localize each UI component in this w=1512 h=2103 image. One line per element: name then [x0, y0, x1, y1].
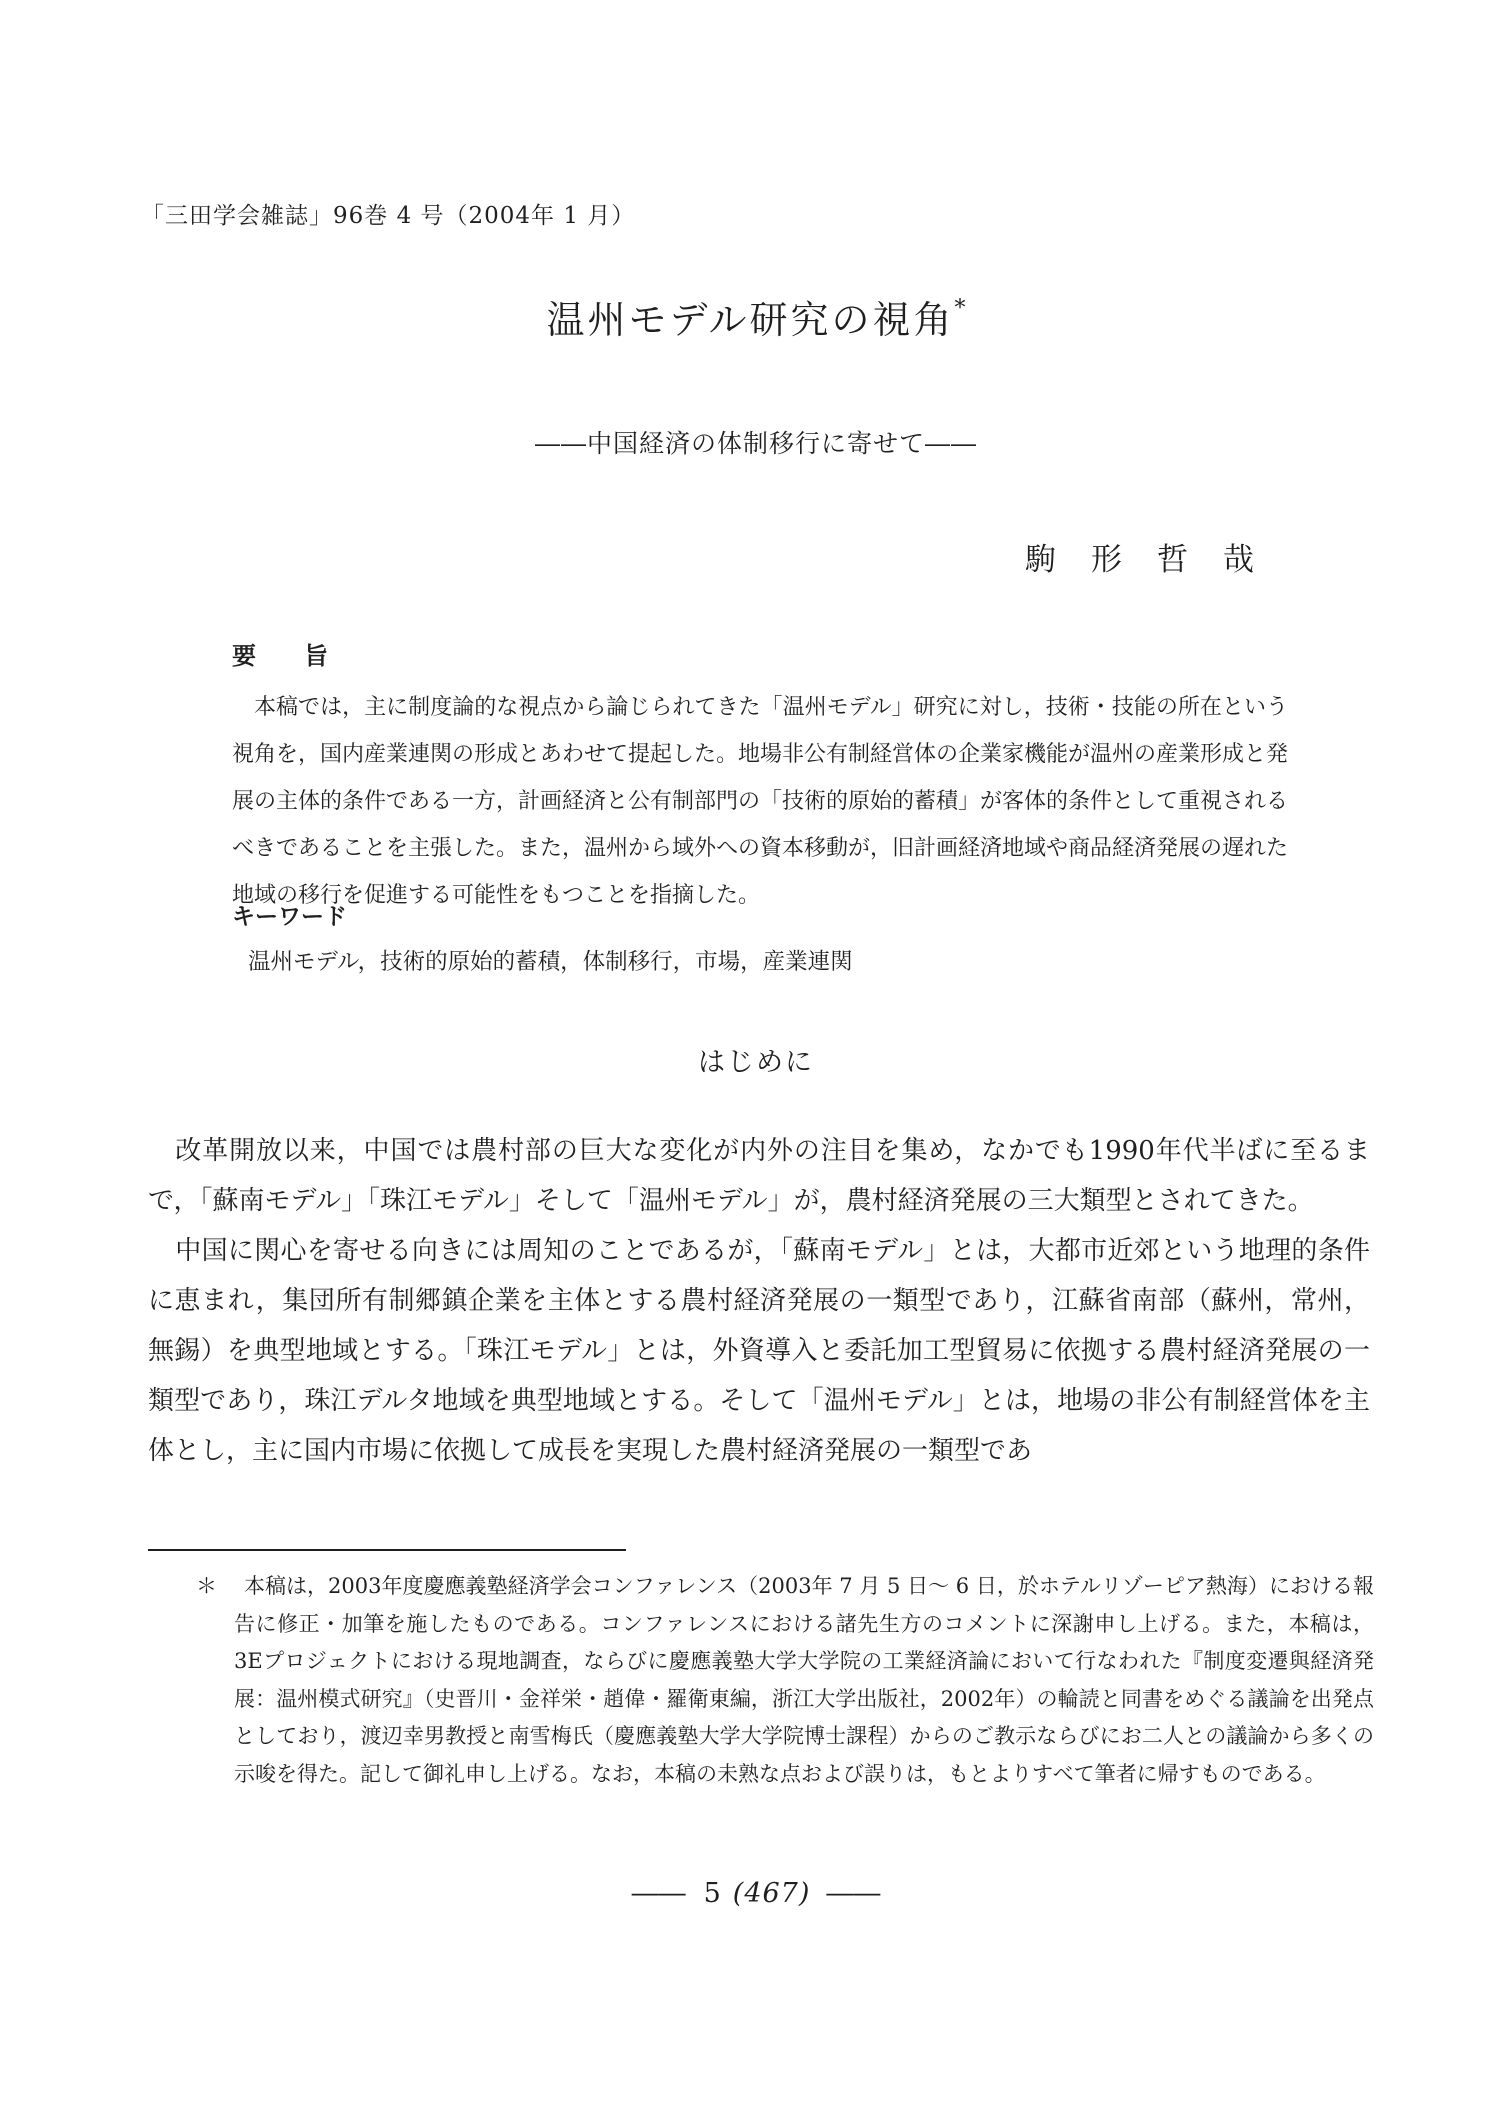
footnote-separator-rule	[148, 1549, 626, 1551]
abstract-heading: 要 旨	[232, 642, 328, 670]
title-footnote-mark: *	[954, 296, 966, 321]
footer-page-number: 5	[703, 1878, 721, 1909]
footer-dash-right: ――	[826, 1878, 881, 1909]
footnote-marker: ＊	[196, 1574, 217, 1598]
keywords-list: 温州モデル，技術的原始的蓄積，体制移行，市場，産業連関	[248, 949, 853, 975]
footer-cumulative-page-number: (467)	[732, 1878, 811, 1909]
footnote-text: 本稿は，2003年度慶應義塾経済学会コンファレンス（2003年 7 月 5 日～ 6 日，於ホテルリゾーピア熱海）における報告に修正・加筆を施したものである。コンファレンスにおける諸先生方のコメントに深謝申し上げる。また，本稿は，3Eプロジェクトにおける現地調査，ならびに慶應義塾大学大学院の工業経済論において行なわれた『制度変遷與経済発展：温州模式研究』（史晋川・金祥栄・趙偉・羅衛東編，浙江大学出版社，2002年）の輪読と同書をめぐる議論を出発点としており，渡辺幸男教授と南雪梅氏（慶應義塾大学大学院博士課程）からのご教示ならびにお二人との議論から多くの示唆を得た。記して御礼申し上げる。なお，本稿の未熟な点および誤りは，もとよりすべて筆者に帰すものである。	[234, 1574, 1374, 1786]
body-paragraph-1: 改革開放以来，中国では農村部の巨大な変化が内外の注目を集め，なかでも1990年代半ばに至るまで，「蘇南モデル」「珠江モデル」そして「温州モデル」が，農村経済発展の三大類型とされてきた。	[148, 1136, 1370, 1216]
page-footer	[0, 1878, 1512, 1909]
keywords-section	[232, 898, 1288, 976]
paper-title	[0, 289, 1512, 344]
author-name: 駒 形 哲 哉	[1025, 542, 1256, 578]
journal-issue-line: 「三田学会雑誌」96巻 4 号（2004年 1 月）	[141, 203, 636, 229]
footnote	[196, 1568, 1374, 1793]
body-text-block	[148, 1126, 1370, 1476]
section-heading-introduction: はじめに	[698, 1047, 814, 1078]
paper-title-text: 温州モデル研究の視角	[546, 298, 955, 342]
body-paragraph-2: 中国に関心を寄せる向きには周知のことであるが，「蘇南モデル」とは，大都市近郊という地理的条件に恵まれ，集団所有制郷鎮企業を主体とする農村経済発展の一類型であり，江蘇省南部（蘇州，常州，無錫）を典型地域とする。「珠江モデル」とは，外資導入と委託加工型貿易に依拠する農村経済発展の一類型であり，珠江デルタ地域を典型地域とする。そして「温州モデル」とは，地場の非公有制経営体を主体とし，主に国内市場に依拠して成長を実現した農村経済発展の一類型であ	[148, 1236, 1370, 1466]
footer-dash-left: ――	[631, 1878, 686, 1909]
abstract-section	[232, 636, 1288, 919]
paper-subtitle: ――中国経済の体制移行に寄せて――	[534, 429, 977, 458]
abstract-text: 本稿では，主に制度論的な視点から論じられてきた「温州モデル」研究に対し，技術・技能の所在という視角を，国内産業連関の形成とあわせて提起した。地場非公有制経営体の企業家機能が温州の産業形成と発展の主体的条件である一方，計画経済と公有制部門の「技術的原始的蓄積」が客体的条件として重視されるべきであることを主張した。また，温州から域外への資本移動が，旧計画経済地域や商品経済発展の遅れた地域の移行を促進する可能性をもつことを指摘した。	[232, 695, 1289, 908]
keywords-heading: キーワード	[232, 904, 347, 930]
